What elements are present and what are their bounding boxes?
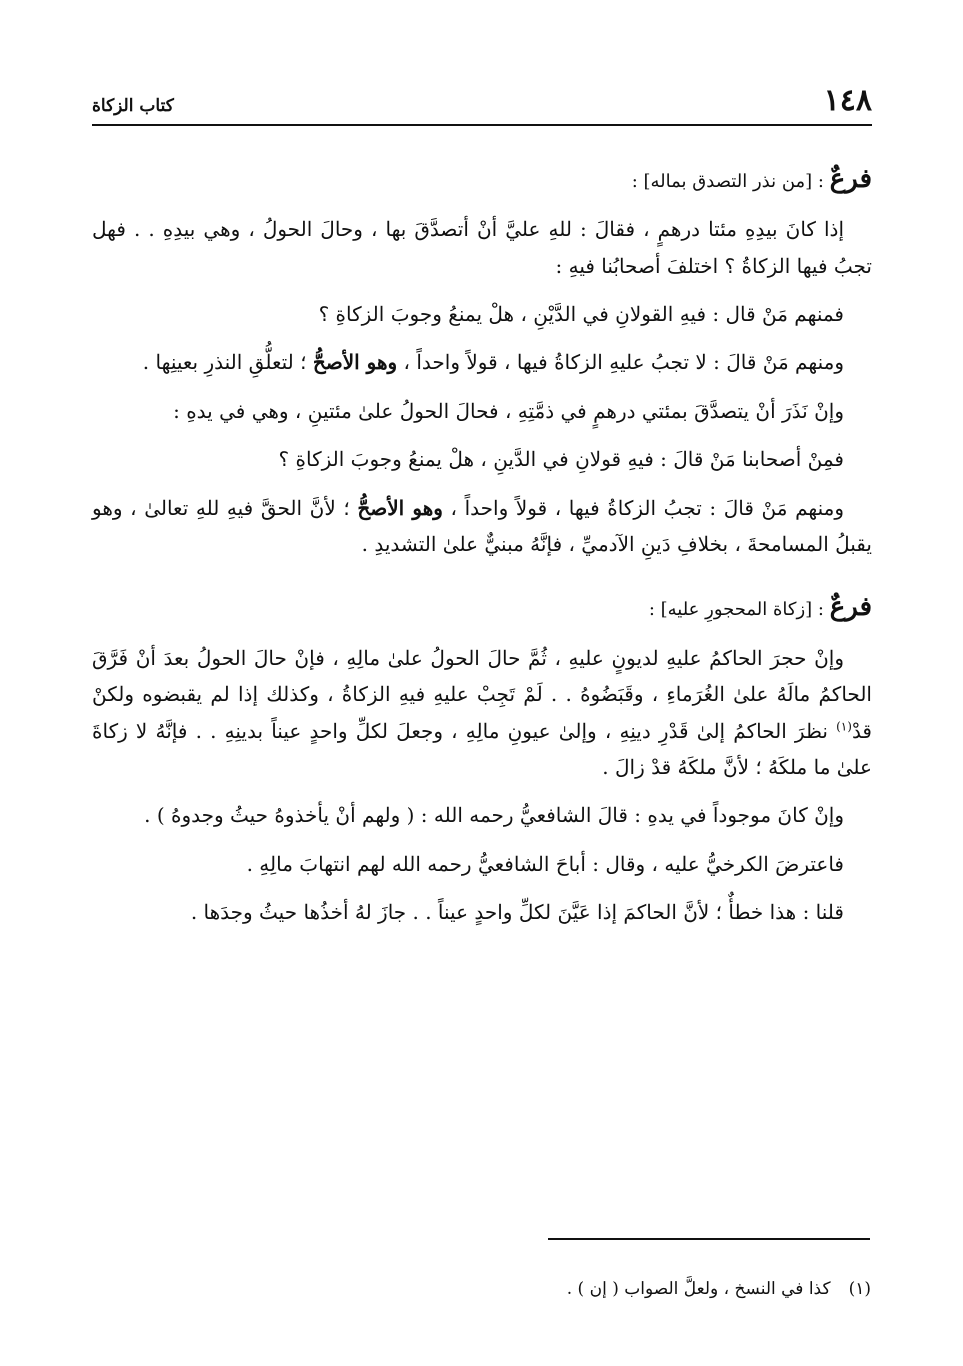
section-label: فرعٌ (829, 592, 872, 623)
paragraph: وإنْ كانَ موجوداً في يدهِ : قالَ الشافعيُّ رحمه الله : ( ولهم أنْ يأخذوهُ حيثُ وجدوهُ ) . (144, 803, 844, 828)
section-heading-vow-charity (92, 156, 872, 203)
page-number: ١٤٨ (823, 83, 872, 118)
paragraph: قلنا : هذا خطأٌ ؛ لأنَّ الحاكمَ إذا عَيَّنَ لكلِّ واحدٍ عيناً . . جازَ لهُ أخذُها حيثُ وجدَها . (190, 900, 844, 925)
paragraph: إذا كانَ بيدِهِ مئتا درهمٍ ، فقالَ : للهِ عليَّ أنْ أتصدَّقَ بها ، وحالَ الحولُ ، وهي بيدِهِ . . فهل تجبُ فيها الزكاةُ ؟ اختلفَ أصحابُنا فيهِ : (92, 217, 872, 278)
book-title: كتاب الزكاة (92, 96, 174, 116)
paragraph-text: وإنْ حجرَ الحاكمُ عليهِ لديونٍ عليهِ ، ثُمَّ حالَ الحولُ علىٰ مالِهِ ، فإنْ حالَ الحولُ بعدَ أنْ فَرَّقَ الحاكمُ مالَهُ علىٰ الغُرَماءِ ، وقَبَضُوهُ . . لَمْ تَجِبْ عليهِ فيهِ الزكاةُ ، وكذلك إذا لم يقبضوه ولكنْ قدْ (92, 645, 872, 743)
paragraph (92, 490, 872, 563)
paragraph-text: ومنهم مَنْ قالَ : تجبُ الزكاةُ فيها ، قولاً واحداً ، (442, 495, 845, 520)
bold-ruling: وهو الأصحُّ (312, 350, 398, 375)
paragraph-text: ؛ لأنَّ الحقَّ فيهِ للهِ تعالىٰ ، وهو يقبلُ المسامحةَ ، بخلافِ دَينِ الآدميِّ ، فإنَّهُ مبنيٌّ علىٰ التشديدِ . (92, 495, 872, 557)
section-title: : [زكاة المحجورِ عليه] : (648, 599, 830, 621)
footnote-number: (١) (848, 1279, 871, 1299)
footnote-divider (548, 1238, 870, 1240)
footnote-ref[interactable]: (١) (836, 718, 852, 733)
section-label: فرعٌ (829, 164, 872, 194)
paragraph-text: نظرَ الحاكمُ إلىٰ قَدْرِ دينِهِ ، وإلىٰ عيونِ مالِهِ ، وجعلَ لكلِّ واحدٍ عيناً بدينِهِ . . فإنَّهُ لا زكاةَ علىٰ ما ملكَهُ ؛ لأنَّ ملكَهُ قدْ زالَ . (92, 718, 872, 779)
footnote (91, 1278, 871, 1302)
paragraph (92, 640, 872, 786)
paragraph (92, 344, 872, 380)
paragraph: فمنهم مَنْ قال : فيهِ القولانِ في الدَّيْنِ ، هلْ يمنعُ وجوبَ الزكاةِ ؟ (318, 302, 844, 327)
section-heading-interdicted-person (92, 584, 872, 631)
paragraph: فمِنْ أصحابنا مَنْ قالَ : فيهِ قولانِ في الدَّينِ ، هلْ يمنعُ وجوبَ الزكاةِ ؟ (278, 447, 844, 472)
body-text (92, 156, 872, 930)
page (92, 80, 872, 942)
paragraph-text: ؛ لتعلُّقِ النذرِ بعينِها . (142, 350, 313, 375)
footnote-text: كذا في النسخ ، ولعلَّ الصواب ( إن ) . (566, 1279, 831, 1299)
paragraph: وإنْ نَذَرَ أنْ يتصدَّقَ بمئتي درهمٍ في ذمَّتِهِ ، فحالَ الحولُ علىٰ مئتينِ ، وهي في يدهِ : (173, 398, 844, 423)
paragraph: فاعترضَ الكرخيُّ عليه ، وقال : أباحَ الشافعيُّ رحمه الله لهم انتهابَ مالِهِ . (246, 851, 844, 876)
bold-ruling: وهو الأصحُّ (357, 495, 443, 520)
paragraph-text: ومنهم مَنْ قالَ : لا تجبُ عليهِ الزكاةُ فيها ، قولاً واحداً ، (397, 350, 844, 375)
running-head (92, 80, 872, 126)
section-title: : [من نذر التصدق بماله] : (631, 171, 830, 192)
